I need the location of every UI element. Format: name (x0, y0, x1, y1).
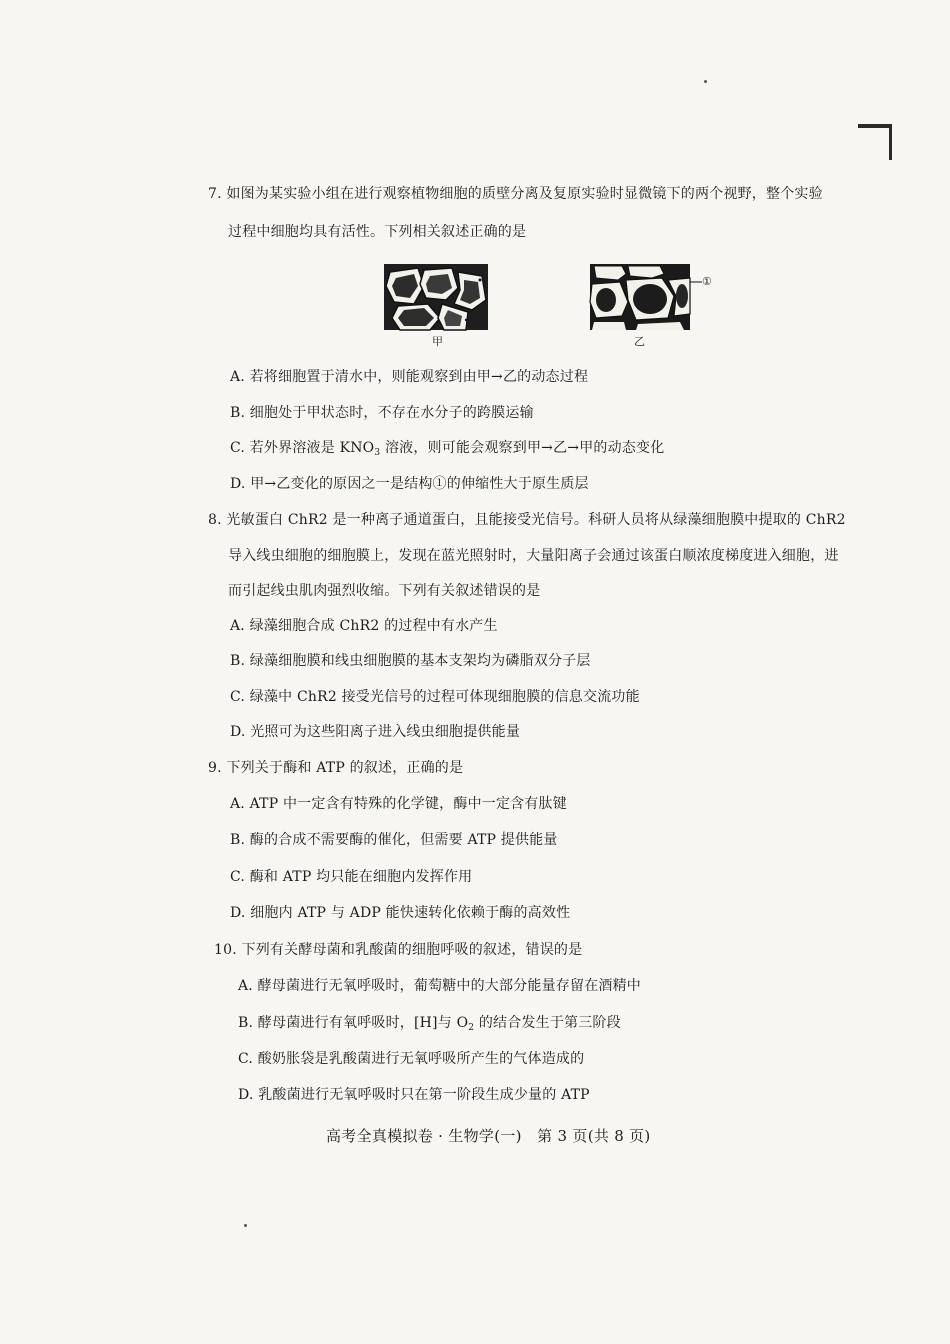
page-footer: 高考全真模拟卷 · 生物学(一) 第 3 页(共 8 页) (326, 1127, 651, 1145)
q8-stem-line2: 导入线虫细胞的细胞膜上，发现在蓝光照射时，大量阳离子会通过该蛋白顺浓度梯度进入细胞，进 (228, 548, 839, 564)
q8-option-d: D. 光照可为这些阳离子进入线虫细胞提供能量 (230, 724, 521, 740)
q10-option-c: C. 酸奶胀袋是乳酸菌进行无氧呼吸所产生的气体造成的 (238, 1051, 585, 1067)
q8-stem-line1: 8. 光敏蛋白 ChR2 是一种离子通道蛋白，且能接受光信号。科研人员将从绿藻细胞膜中提取的 ChR2 (208, 512, 846, 528)
scan-speck (244, 1224, 247, 1227)
q9-option-d: D. 细胞内 ATP 与 ADP 能快速转化依赖于酶的高效性 (230, 905, 571, 921)
q7-stem-line1: 7. 如图为某实验小组在进行观察植物细胞的质壁分离及复原实验时显微镜下的两个视野，整个实验 (208, 186, 823, 202)
q9-option-b: B. 酶的合成不需要酶的催化，但需要 ATP 提供能量 (230, 832, 558, 848)
q7-option-b: B. 细胞处于甲状态时，不存在水分子的跨膜运输 (230, 405, 534, 421)
q7-option-a: A. 若将细胞置于清水中，则能观察到由甲→乙的动态过程 (230, 369, 589, 385)
q10-option-a: A. 酵母菌进行无氧呼吸时，葡萄糖中的大部分能量存留在酒精中 (238, 978, 642, 994)
label-yi: 乙 (634, 335, 645, 348)
q7-option-d: D. 甲→乙变化的原因之一是结构①的伸缩性大于原生质层 (230, 476, 589, 492)
micrograph-yi (590, 264, 702, 330)
q10-option-b: B. 酵母菌进行有氧呼吸时，[H]与 $O_2$ 的结合发生于第三阶段 (238, 1015, 621, 1033)
q7-stem-line2: 过程中细胞均具有活性。下列相关叙述正确的是 (228, 224, 527, 240)
scan-speck (704, 80, 707, 83)
q8-option-c: C. 绿藻中 ChR2 接受光信号的过程可体现细胞膜的信息交流功能 (230, 689, 640, 705)
label-jia: 甲 (432, 335, 443, 348)
q8-stem-line3: 而引起线虫肌肉强烈收缩。下列有关叙述错误的是 (228, 583, 541, 599)
q8-option-a: A. 绿藻细胞合成 ChR2 的过程中有水产生 (230, 618, 498, 634)
q7-micrograph-figure (380, 262, 720, 352)
scan-edge-mark (858, 124, 892, 128)
scan-edge-mark-vertical (889, 124, 892, 160)
callout-structure-1: ① (702, 275, 712, 288)
cell-micrographs (380, 262, 720, 352)
micrograph-jia (384, 264, 488, 330)
q10-stem: 10. 下列有关酵母菌和乳酸菌的细胞呼吸的叙述，错误的是 (214, 942, 583, 958)
q10-option-d: D. 乳酸菌进行无氧呼吸时只在第一阶段生成少量的 ATP (238, 1087, 590, 1103)
q9-option-a: A. ATP 中一定含有特殊的化学键，酶中一定含有肽键 (230, 796, 567, 812)
q9-option-c: C. 酶和 ATP 均只能在细胞内发挥作用 (230, 869, 473, 885)
q7-option-c: C. 若外界溶液是 $KNO_3$ 溶液，则可能会观察到甲→乙→甲的动态变化 (230, 440, 665, 458)
q9-stem: 9. 下列关于酶和 ATP 的叙述，正确的是 (208, 760, 464, 776)
q8-option-b: B. 绿藻细胞膜和线虫细胞膜的基本支架均为磷脂双分子层 (230, 653, 591, 669)
